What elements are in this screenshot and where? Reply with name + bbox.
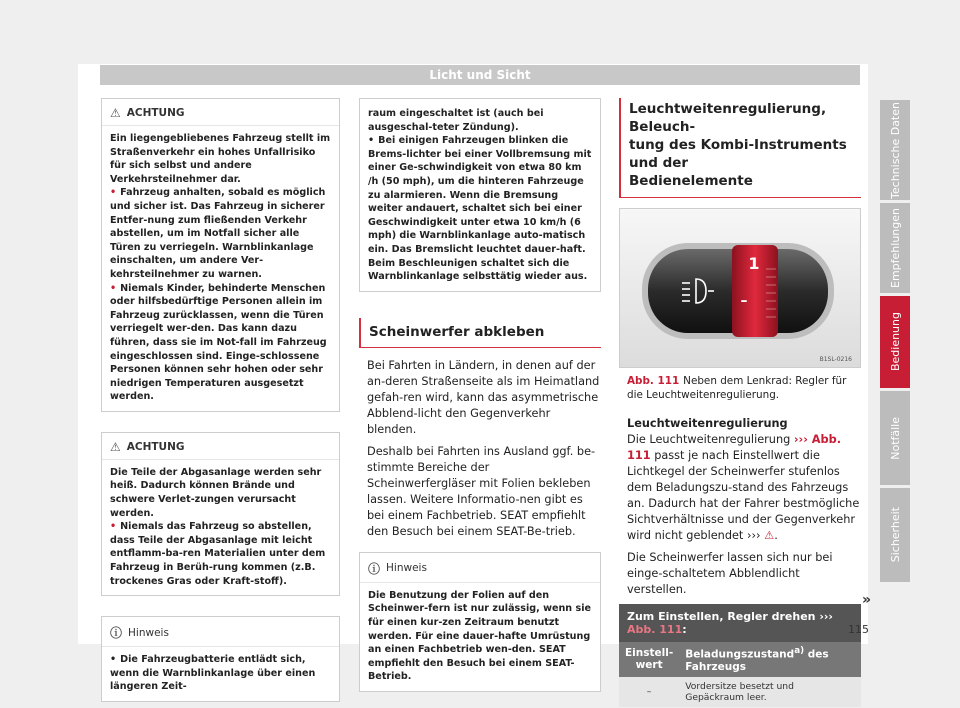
note-label: Hinweis (386, 562, 427, 575)
warning-box (101, 432, 340, 596)
paragraph: Deshalb bei Fahrten ins Ausland ggf. be-stimmte Bereiche der Scheinwerfergläser mit Folien bekleben lassen. Weitere Informatio-nen gibt es bei einem Fachbetrieb. SEAT empfiehlt den Besuch bei einem SEAT-Be-trieb. (367, 444, 596, 538)
table-row: – Vordersitze besetzt und Gepäckraum leer. (619, 677, 861, 707)
tab-sicherheit[interactable]: Sicherheit (880, 488, 910, 582)
figure-headlight-range-dial (619, 208, 861, 368)
note-text: Die Benutzung der Folien auf den Scheinwer-fern ist nur zulässig, wenn sie für einen kur-zen Zeitraum benutzt werden. Für eine dauer-hafte Umrüstung an einen Fachbetrieb wen-den. SEAT empfiehlt den Besuch bei einem SEAT-Betrieb. (368, 589, 591, 683)
bullet-icon: • (368, 135, 375, 147)
dial-illustration (620, 209, 860, 367)
dial-label-top: 1 (748, 254, 760, 273)
column-middle (359, 98, 601, 708)
note-continuation-box (359, 98, 601, 292)
tab-empfehlungen[interactable]: Empfehlungen (880, 203, 910, 293)
warning-icon: ⚠ (110, 106, 121, 120)
figure-code: B1SL-0216 (819, 356, 852, 363)
bullet-icon: • (110, 654, 117, 666)
note-box (101, 616, 340, 702)
dial-label-bottom: – (740, 293, 748, 309)
warning-label: ACHTUNG (126, 107, 185, 119)
column-left (101, 98, 340, 708)
note-box (359, 552, 601, 692)
bullet-icon: • (110, 521, 117, 533)
tab-technische-daten[interactable]: Technische Daten (880, 100, 910, 200)
tab-notfaelle[interactable]: Notfälle (880, 391, 910, 485)
note-bullet: • Bei einigen Fahrzeugen blinken die Brems-lichter bei einer Vollbremsung mit einer Ge-schwindigkeit von etwa 80 km /h (50 mph), um die hinteren Fahrzeuge zu alarmieren. Wenn die Bremsung weiter andauert, schaltet sich bei einer Geschwindigkeit unter etwa 10 km/h (6 mph) die Warnblinkanlage auto-matisch ein. Das Bremslicht leuchtet dauer-haft. Beim Beschleunigen schaltet sich die Warnblinkanlage selbsttätig wieder aus. (368, 135, 592, 283)
body-text (359, 358, 601, 540)
info-icon: ⓘ (110, 626, 123, 641)
paragraph: Die Leuchtweitenregulierung ››› Abb. 111 passt je nach Einstellwert die Lichtkegel der Scheinwerfer stufenlos dem Beladungszu-stand des Fahrzeugs an. Dadurch hat der Fahrer bestmögliche Sichtverhältnisse und der Gegenverkehr wird nicht geblendet ››› ⚠. (627, 433, 860, 542)
table-header: Einstell-wert (619, 642, 679, 677)
page-number: 115 (848, 623, 869, 636)
warning-intro: Ein liegengebliebenes Fahrzeug stellt im Straßenverkehr ein hohes Unfallrisiko für sich selbst und andere Verkehrsteilnehmer dar. (110, 133, 331, 185)
table-caption: Zum Einstellen, Regler drehen ››› Abb. 111: (619, 604, 861, 642)
section-title: Leuchtweitenregulierung, Beleuch- tung des Kombi-Instruments und der Bedienelemente (619, 98, 861, 198)
paragraph: Bei Fahrten in Ländern, in denen auf der an-deren Straßenseite als im Heimatland gefah-ren wird, kann das asymmetrische Abblend-licht den Gegenverkehr blenden. (367, 358, 600, 436)
figure-caption: Abb. 111 Neben dem Lenkrad: Regler für die Leuchtweitenregulierung. (627, 375, 847, 401)
subheading: Leuchtweitenregulierung (627, 417, 788, 430)
figure-link[interactable]: ››› Abb. 111 (627, 433, 841, 462)
table-header: Beladungszustand$^{a)}$ des Fahrzeugs (679, 642, 861, 677)
warning-bullet: • Fahrzeug anhalten, sobald es möglich und sicher ist. Das Fahrzeug in sicherer Entfer-nung zum fließenden Verkehr abstellen, um im Notfall sicher alle Türen zu verriegeln. Warnblinkanlage einschalten, um andere Ver-kehrsteilnehmer zu warnen. (110, 187, 326, 280)
column-right (619, 98, 861, 707)
bullet-icon: • (110, 282, 117, 294)
warning-box (101, 98, 340, 412)
tab-bedienung[interactable]: Bedienung (880, 296, 910, 388)
warning-bullet: • Niemals Kinder, behinderte Menschen oder hilfsbedürftige Personen allein im Fahrzeug zurücklassen, wenn die Türen verriegelt wer-den. Das kann dazu führen, dass sie im Not-fall im Fahrzeug eingeschlossen sind. Einge-schlossene Personen können sehr hohen oder sehr niedrigen Temperaturen ausgesetzt werden. (110, 282, 327, 403)
warning-intro: Die Teile der Abgasanlage werden sehr heiß. Dadurch können Brände und schwere Verlet-zungen verursacht werden. (110, 466, 322, 519)
page-header: Licht und Sicht (100, 65, 860, 85)
note-bullet: • Die Fahrzeugbatterie entlädt sich, wenn die Warnblinkanlage über einen längeren Zeit- (110, 654, 316, 693)
bullet-icon: • (110, 187, 117, 199)
continue-arrow: » (862, 592, 872, 608)
figure-link[interactable]: Abb. 111 (627, 623, 683, 636)
warning-ref-icon[interactable]: ⚠ (764, 529, 775, 542)
note-continuation: raum eingeschaltet ist (auch bei ausgeschal-teter Zündung). (368, 108, 544, 133)
paragraph: Die Scheinwerfer lassen sich nur bei einge-schaltetem Abblendlicht verstellen. (627, 551, 833, 596)
info-icon: ⓘ (368, 561, 381, 576)
note-label: Hinweis (128, 626, 169, 639)
section-title: Scheinwerfer abkleben (359, 318, 601, 348)
body-text (619, 416, 861, 598)
warning-icon: ⚠ (110, 439, 121, 454)
warning-label: ACHTUNG (126, 440, 185, 453)
setting-table (619, 604, 861, 707)
warning-bullet: • Niemals das Fahrzeug so abstellen, dass Teile der Abgasanlage mit leicht entflamm-ba-ren Materialien unter dem Fahrzeug in Berüh-rung kommen (z.B. trockenes Gras oder Kraft-stoff). (110, 521, 326, 587)
